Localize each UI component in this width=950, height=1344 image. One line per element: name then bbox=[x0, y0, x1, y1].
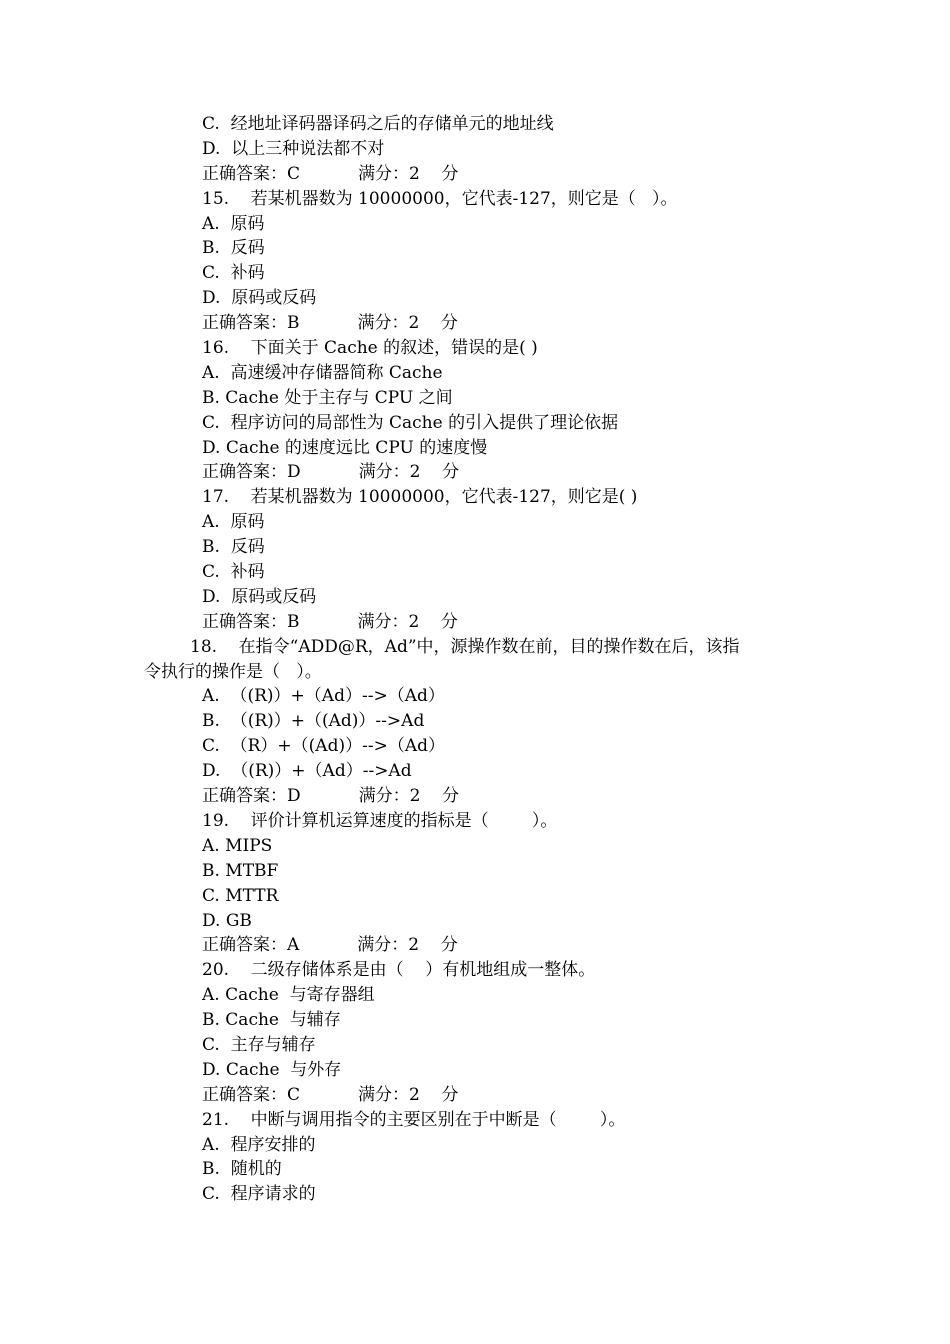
answer-line bbox=[0, 460, 950, 485]
question-stem-continuation: 令执行的操作是（ ）。 bbox=[144, 661, 322, 682]
answer-option: A. （(R)）+（Ad）-->（Ad） bbox=[202, 686, 445, 707]
answer-option: D. Cache 与外存 bbox=[202, 1059, 342, 1080]
answer-option: B. MTBF bbox=[202, 860, 279, 881]
correct-answer: 正确答案：A bbox=[202, 935, 300, 956]
answer-option: C. 程序访问的局部性为 Cache 的引入提供了理论依据 bbox=[202, 412, 619, 433]
full-score: 满分：2 分 bbox=[358, 462, 460, 483]
answer-option: A. 程序安排的 bbox=[202, 1134, 316, 1155]
answer-option: D. GB bbox=[202, 910, 252, 931]
answer-line bbox=[0, 610, 950, 635]
answer-option: A. 原码 bbox=[202, 213, 265, 234]
full-score: 满分：2 分 bbox=[358, 163, 459, 184]
answer-option: B. 反码 bbox=[202, 238, 265, 259]
correct-answer: 正确答案：C bbox=[202, 1084, 301, 1105]
full-score: 满分：2 分 bbox=[358, 786, 460, 807]
answer-option: A. Cache 与寄存器组 bbox=[202, 985, 375, 1006]
answer-option: D. 原码或反码 bbox=[202, 288, 317, 309]
full-score: 满分：2 分 bbox=[358, 1084, 459, 1105]
question-stem: 16. 下面关于 Cache 的叙述，错误的是( ) bbox=[202, 338, 538, 359]
answer-option: B. 随机的 bbox=[202, 1159, 282, 1180]
answer-option: B. Cache 与辅存 bbox=[202, 1010, 341, 1031]
answer-option: D. 以上三种说法都不对 bbox=[202, 138, 385, 159]
correct-answer: 正确答案：B bbox=[202, 611, 300, 632]
answer-option: C. MTTR bbox=[202, 885, 279, 906]
full-score: 满分：2 分 bbox=[357, 611, 458, 632]
answer-option: A. 高速缓冲存储器简称 Cache bbox=[202, 362, 443, 383]
answer-option: C. 经地址译码器译码之后的存储单元的地址线 bbox=[202, 114, 554, 134]
question-stem: 21. 中断与调用指令的主要区别在于中断是（ ）。 bbox=[202, 1109, 626, 1130]
answer-option: A. 原码 bbox=[202, 512, 265, 533]
correct-answer: 正确答案：D bbox=[202, 786, 301, 807]
correct-answer: 正确答案：D bbox=[202, 462, 301, 483]
answer-option: C. 主存与辅存 bbox=[202, 1034, 316, 1055]
answer-option: B. Cache 处于主存与 CPU 之间 bbox=[202, 387, 453, 408]
answer-option: C. 程序请求的 bbox=[202, 1184, 316, 1205]
document-page bbox=[0, 112, 950, 1207]
question-stem: 15. 若某机器数为 10000000，它代表-127，则它是（ ）。 bbox=[202, 188, 678, 209]
answer-option: D. Cache 的速度远比 CPU 的速度慢 bbox=[202, 437, 488, 458]
answer-option: D. 原码或反码 bbox=[202, 586, 317, 607]
full-score: 满分：2 分 bbox=[357, 313, 458, 334]
answer-line bbox=[0, 311, 950, 336]
full-score: 满分：2 分 bbox=[357, 935, 458, 956]
answer-option: C. 补码 bbox=[202, 562, 265, 583]
question-stem: 18. 在指令“ADD@R，Ad”中，源操作数在前，目的操作数在后，该指 bbox=[190, 636, 740, 657]
question-stem: 20. 二级存储体系是由（ ）有机地组成一整体。 bbox=[202, 960, 596, 981]
answer-line bbox=[0, 1083, 950, 1108]
answer-option: C. 补码 bbox=[202, 263, 265, 284]
answer-option: B. （(R)）+（(Ad)）-->Ad bbox=[202, 711, 425, 732]
correct-answer: 正确答案：B bbox=[202, 313, 300, 334]
question-stem: 17. 若某机器数为 10000000，它代表-127，则它是( ) bbox=[202, 487, 638, 508]
question-stem: 19. 评价计算机运算速度的指标是（ ）。 bbox=[202, 810, 558, 831]
answer-line bbox=[0, 162, 950, 187]
answer-line bbox=[0, 784, 950, 809]
correct-answer: 正确答案：C bbox=[202, 163, 301, 184]
answer-option: C. （R）+（(Ad)）-->（Ad） bbox=[202, 736, 445, 757]
answer-option: A. MIPS bbox=[202, 835, 273, 856]
answer-line bbox=[0, 933, 950, 958]
answer-option: B. 反码 bbox=[202, 537, 265, 558]
answer-option: D. （(R)）+（Ad）-->Ad bbox=[202, 761, 412, 782]
